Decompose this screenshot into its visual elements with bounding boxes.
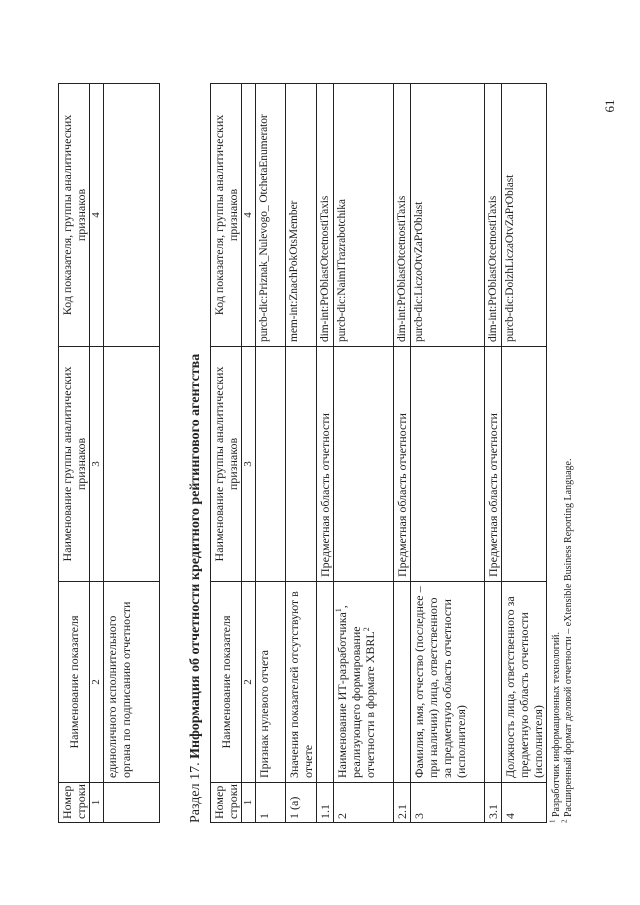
footnote xyxy=(560,458,575,823)
table-index-row xyxy=(90,84,104,823)
index-cell: 4 xyxy=(90,84,104,347)
header-group-name: Наименование группы аналитических признаков xyxy=(59,347,90,582)
row-indicator-name: Должность лица, ответственного за предметную область отчетности (исполнителя) xyxy=(502,582,547,783)
index-cell: 2 xyxy=(242,582,256,783)
header-indicator-name: Наименование показателя xyxy=(59,582,90,783)
footnote-text: Разработчик информационных технологий. xyxy=(551,632,562,817)
row-group-name: Предметная область отчетности xyxy=(394,347,411,582)
row-group-name xyxy=(256,347,286,582)
row-group-name xyxy=(286,347,317,582)
row-group-name xyxy=(411,347,485,582)
section-prefix: Раздел 17. xyxy=(188,762,203,823)
row-group-name xyxy=(334,347,394,582)
section-title xyxy=(188,354,204,823)
header-row-number: Номер строки xyxy=(59,783,90,823)
row-code: purcb-dic:DolzhLiczaOtvZaPrOblast xyxy=(502,84,547,347)
header-group-name: Наименование группы аналитических признаков xyxy=(211,347,242,582)
row-code: dim-int:PrOblastOtcetnostiTaxis xyxy=(485,84,502,347)
table-header-row xyxy=(211,84,242,823)
header-group-code: Код показателя, группы аналитических признаков xyxy=(211,84,242,347)
table-section-17 xyxy=(210,83,547,823)
row-number: 1.1 xyxy=(317,783,334,823)
indicator-name-part: , реализующего формирование отчетности в формате XBRL xyxy=(335,605,377,778)
row-group-name xyxy=(104,347,160,582)
index-cell: 4 xyxy=(242,84,256,347)
row-group-name: Предметная область отчетности xyxy=(317,347,334,582)
rotated-page-content xyxy=(28,53,593,863)
row-indicator-name xyxy=(334,582,394,783)
page-number: 61 xyxy=(602,99,617,113)
row-number: 1 xyxy=(256,783,286,823)
table-row xyxy=(256,84,286,823)
table-continued xyxy=(58,83,160,823)
row-code xyxy=(104,84,160,347)
footnote-mark: 1 xyxy=(548,819,557,823)
row-indicator-name xyxy=(394,582,411,783)
indicator-name-part: Наименование ИТ-разработчика xyxy=(335,612,349,778)
row-indicator-name: единоличного исполнительного органа по подписанию отчетности xyxy=(104,582,160,783)
row-number: 2 xyxy=(334,783,394,823)
table-row xyxy=(317,84,334,823)
row-code: dim-int:PrOblastOtcetnostiTaxis xyxy=(317,84,334,347)
index-cell: 1 xyxy=(242,783,256,823)
footnote-mark: 2 xyxy=(560,819,569,823)
table-row xyxy=(286,84,317,823)
header-group-code: Код показателя, группы аналитических признаков xyxy=(59,84,90,347)
row-number: 1 (а) xyxy=(286,783,317,823)
footnote-ref: 1 xyxy=(334,608,343,613)
table-row xyxy=(334,84,394,823)
section-title-text: Информация об отчетности кредитного рейтингового агентства xyxy=(188,353,203,759)
footnote xyxy=(548,459,563,823)
row-code: dim-int:PrOblastOtcetnostiTaxis xyxy=(394,84,411,347)
table-index-row xyxy=(242,84,256,823)
row-number xyxy=(104,783,160,823)
footnote-text: Расширенный формат деловой отчетности – eXtensible Business Reporting Language. xyxy=(563,458,574,817)
row-indicator-name xyxy=(317,582,334,783)
row-group-name xyxy=(502,347,547,582)
footnotes xyxy=(548,458,575,823)
row-indicator-name xyxy=(485,582,502,783)
table-header-row xyxy=(59,84,90,823)
row-group-name: Предметная область отчетности xyxy=(485,347,502,582)
index-cell: 3 xyxy=(242,347,256,582)
footnote-ref: 2 xyxy=(362,627,371,632)
table-row xyxy=(394,84,411,823)
index-cell: 2 xyxy=(90,582,104,783)
row-indicator-name: Фамилия, имя, отчество (последнее – при наличии) лица, ответственного за предметную область отчетности (исполнителя) xyxy=(411,582,485,783)
row-indicator-name: Признак нулевого отчета xyxy=(256,582,286,783)
row-number: 3.1 xyxy=(485,783,502,823)
row-number: 2.1 xyxy=(394,783,411,823)
row-indicator-name: Значения показателей отсутствуют в отчете xyxy=(286,582,317,783)
footnote-divider xyxy=(546,673,547,823)
table-row xyxy=(411,84,485,823)
row-number: 3 xyxy=(411,783,485,823)
table-row xyxy=(485,84,502,823)
row-code: mem-int:ZnachPokOtsMember xyxy=(286,84,317,347)
header-indicator-name: Наименование показателя xyxy=(211,582,242,783)
row-number: 4 xyxy=(502,783,547,823)
row-code: purcb-dic:NaimITrazrabotchika xyxy=(334,84,394,347)
header-row-number: Номер строки xyxy=(211,783,242,823)
index-cell: 1 xyxy=(90,783,104,823)
row-code: purcb-dic:LiczoOtvZaPrOblast xyxy=(411,84,485,347)
index-cell: 3 xyxy=(90,347,104,582)
table-row xyxy=(502,84,547,823)
row-code: purcb-dic:Priznak_Nulevogo_ OtchetaEnumerator xyxy=(256,84,286,347)
table-row xyxy=(104,84,160,823)
